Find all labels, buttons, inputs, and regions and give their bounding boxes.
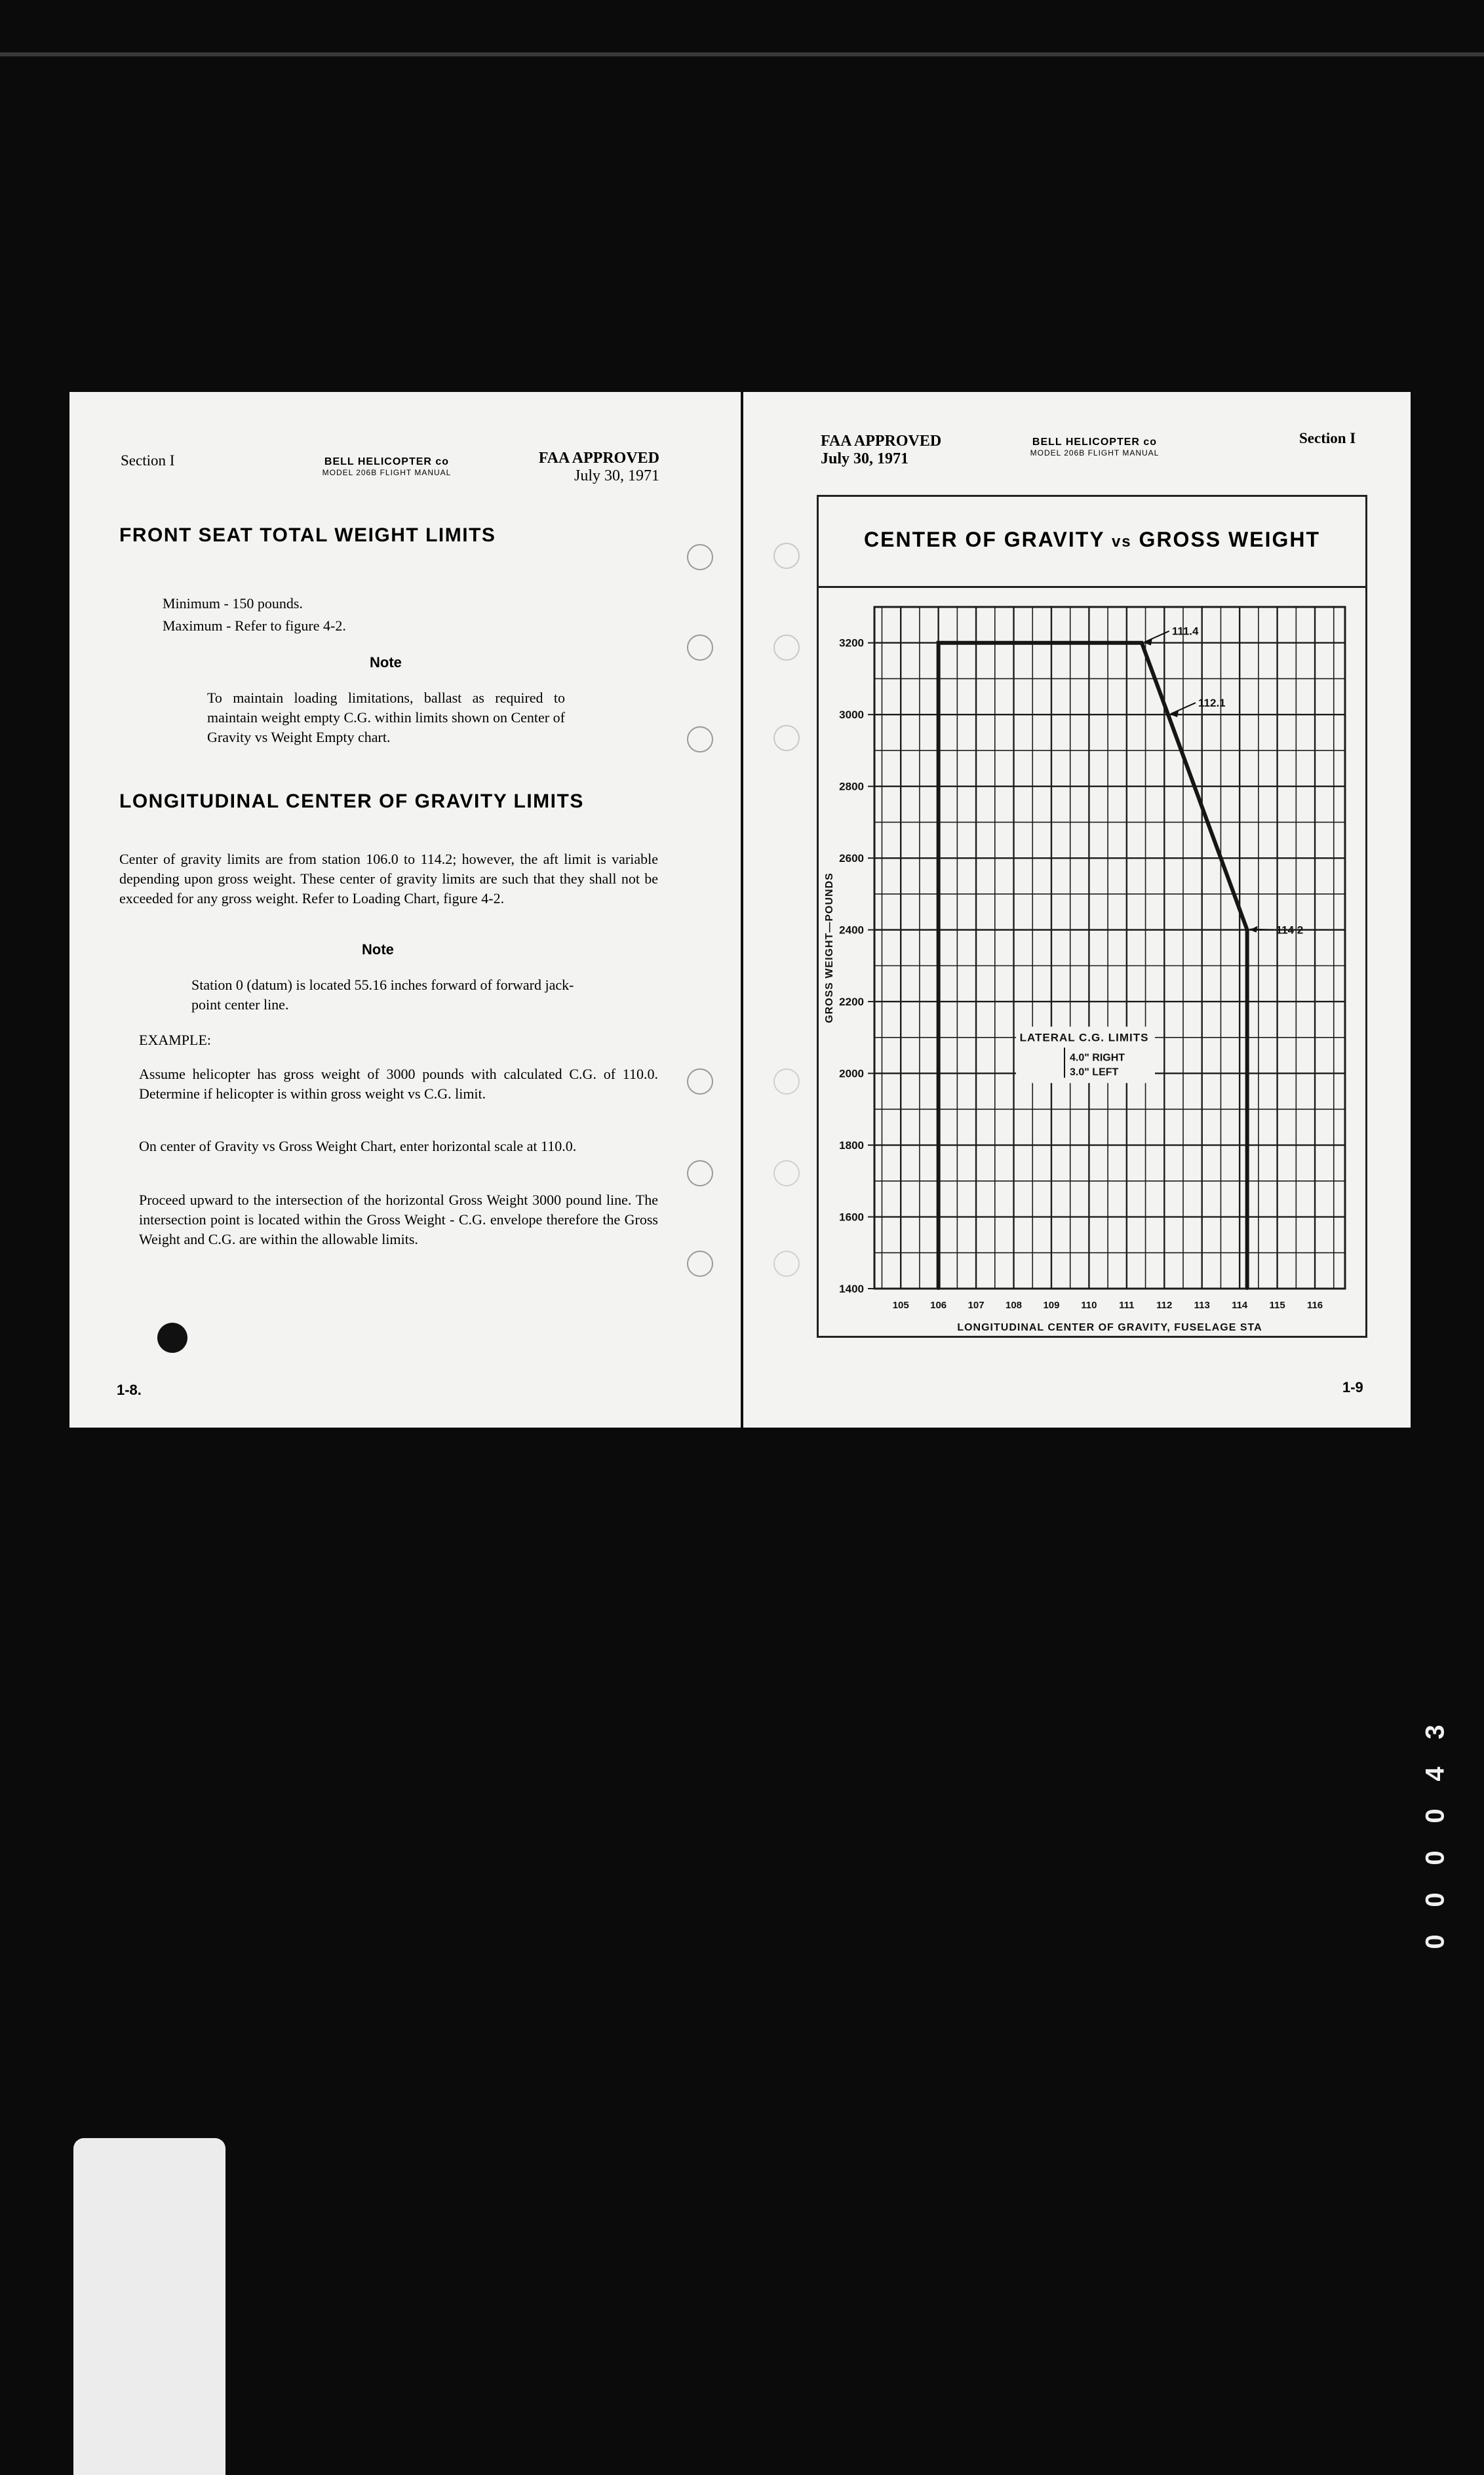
right-company-header [996, 437, 1193, 458]
y-tick-label: 2200 [839, 996, 864, 1009]
binder-hole [773, 543, 800, 569]
x-tick-label: 105 [892, 1300, 909, 1311]
x-tick-label: 111 [1119, 1300, 1135, 1311]
y-tick-label: 1600 [839, 1211, 864, 1224]
annotation-label: 111.4 [1171, 625, 1199, 638]
x-axis-label: LONGITUDINAL CENTER OF GRAVITY, FUSELAGE STA [957, 1322, 1262, 1333]
left-faa-approval [518, 450, 659, 485]
x-tick-label: 113 [1194, 1300, 1210, 1311]
plot-border [874, 607, 1345, 1289]
right-faa-line2: July 30, 1971 [821, 450, 909, 467]
x-tick-label: 110 [1081, 1300, 1097, 1311]
chart-title-row [819, 497, 1365, 588]
x-tick-label: 106 [930, 1300, 947, 1311]
ink-blot [157, 1323, 187, 1353]
annotation-arrow [1144, 631, 1169, 642]
left-faa-line2: July 30, 1971 [574, 467, 659, 484]
cg-limits-paragraph: Center of gravity limits are from station 106.0 to 114.2; however, the aft limit is variable depending upon gross weight. These center of gravity limits are such that they shall not be exceeded for any gross weight. Refer to Loading Chart, figure 4-2. [119, 851, 658, 906]
y-tick-label: 1800 [839, 1139, 864, 1152]
right-faa-line1: FAA APPROVED [821, 433, 942, 450]
example-paragraph-1: Assume helicopter has gross weight of 3000 pounds with calculated C.G. of 110.0. Determine if helicopter is within gross weight vs C.G. limit. [139, 1066, 658, 1102]
example-paragraph-2: On center of Gravity vs Gross Weight Chart, enter horizontal scale at 110.0. [139, 1138, 577, 1154]
x-tick-label: 116 [1306, 1300, 1323, 1311]
envelope-vertex [1246, 1287, 1249, 1290]
right-manual-name: MODEL 206B FLIGHT MANUAL [1030, 448, 1160, 458]
left-faa-line1: FAA APPROVED [538, 450, 659, 467]
y-tick-label: 2000 [839, 1067, 864, 1080]
cg-vs-gross-weight-chart [817, 586, 1363, 1333]
envelope-vertex [1167, 713, 1169, 716]
annotation-label: 112.1 [1198, 697, 1226, 710]
left-company-header [288, 456, 485, 477]
frame-digit: 0 [1420, 1850, 1450, 1865]
frame-digit: 4 [1420, 1766, 1450, 1782]
example-paragraph-3: Proceed upward to the intersection of the horizontal Gross Weight 3000 pound line. The intersection point is located within the Gross Weight - C.G. envelope therefore the Gross Weight and C.G. are within the allowable limits. [139, 1192, 658, 1247]
note-text-1: To maintain loading limitations, ballast as required to maintain weight empty C.G. within limits shown on Center of Gravity vs Weight Empty chart. [207, 690, 565, 745]
envelope-vertex [1246, 929, 1249, 931]
chart-title-part2: GROSS WEIGHT [1139, 528, 1320, 551]
annotation-label: 114 2 [1276, 924, 1304, 937]
binder-hole [773, 1160, 800, 1186]
x-tick-label: 107 [967, 1300, 985, 1311]
film-leader-strip [73, 2138, 225, 2475]
x-tick-label: 109 [1043, 1300, 1060, 1311]
lateral-limits-title: LATERAL C.G. LIMITS [1019, 1031, 1149, 1044]
frame-digit: 0 [1420, 1934, 1450, 1949]
left-section-label: Section I [121, 452, 175, 469]
y-tick-label: 1400 [839, 1283, 864, 1295]
binder-hole [773, 725, 800, 751]
x-tick-label: 108 [1006, 1300, 1023, 1311]
right-section-label: Section I [1299, 430, 1356, 446]
binder-hole [687, 726, 713, 752]
binder-hole [687, 1068, 713, 1095]
binder-hole [687, 1251, 713, 1277]
y-tick-label: 3000 [839, 709, 864, 722]
binder-hole [687, 634, 713, 661]
y-tick-label: 2400 [839, 924, 864, 937]
longitudinal-cg-heading: LONGITUDINAL CENTER OF GRAVITY LIMITS [119, 790, 584, 812]
binder-hole [773, 1251, 800, 1277]
front-seat-heading: FRONT SEAT TOTAL WEIGHT LIMITS [119, 524, 496, 546]
frame-digit: 0 [1420, 1892, 1450, 1907]
left-page [69, 392, 741, 1428]
film-frame-number [1416, 1704, 1455, 1953]
binder-hole [687, 544, 713, 570]
envelope-vertex [937, 642, 940, 644]
right-page-number: 1-9 [1342, 1379, 1363, 1395]
x-tick-label: 112 [1156, 1300, 1173, 1311]
binder-hole [773, 1068, 800, 1095]
frame-digit: 3 [1420, 1725, 1450, 1740]
y-tick-label: 3200 [839, 636, 864, 650]
y-axis-label: GROSS WEIGHT—POUNDS [824, 872, 835, 1023]
binder-hole [773, 634, 800, 661]
note-label-1: Note [370, 654, 402, 671]
chart-title-vs: vs [1111, 533, 1132, 551]
x-tick-label: 114 [1232, 1300, 1248, 1311]
lateral-limit-left: 3.0" LEFT [1070, 1066, 1119, 1078]
note-text-2: Station 0 (datum) is located 55.16 inches forward of forward jack-point center line. [191, 977, 574, 1013]
left-company-name: BELL HELICOPTER co [324, 456, 450, 467]
note-label-2: Note [362, 941, 394, 958]
x-tick-label: 115 [1269, 1300, 1285, 1311]
binder-hole [687, 1160, 713, 1186]
right-faa-approval [821, 433, 941, 468]
example-label: EXAMPLE: [139, 1032, 211, 1048]
y-tick-label: 2800 [839, 780, 864, 793]
left-page-number: 1-8. [117, 1382, 142, 1398]
left-manual-name: MODEL 206B FLIGHT MANUAL [322, 468, 452, 477]
y-tick-label: 2600 [839, 852, 864, 865]
frame-digit: 0 [1420, 1808, 1450, 1823]
envelope-vertex [1141, 642, 1143, 644]
envelope-vertex [937, 1287, 940, 1290]
right-company-name: BELL HELICOPTER co [1032, 437, 1158, 448]
chart-title [819, 528, 1365, 552]
maximum-weight: Maximum - Refer to figure 4-2. [163, 617, 346, 634]
lateral-limit-right: 4.0" RIGHT [1070, 1052, 1125, 1064]
film-edge [0, 52, 1484, 56]
chart-title-part1: CENTER OF GRAVITY [864, 528, 1105, 551]
page-gutter [741, 392, 743, 1428]
minimum-weight: Minimum - 150 pounds. [163, 595, 303, 612]
